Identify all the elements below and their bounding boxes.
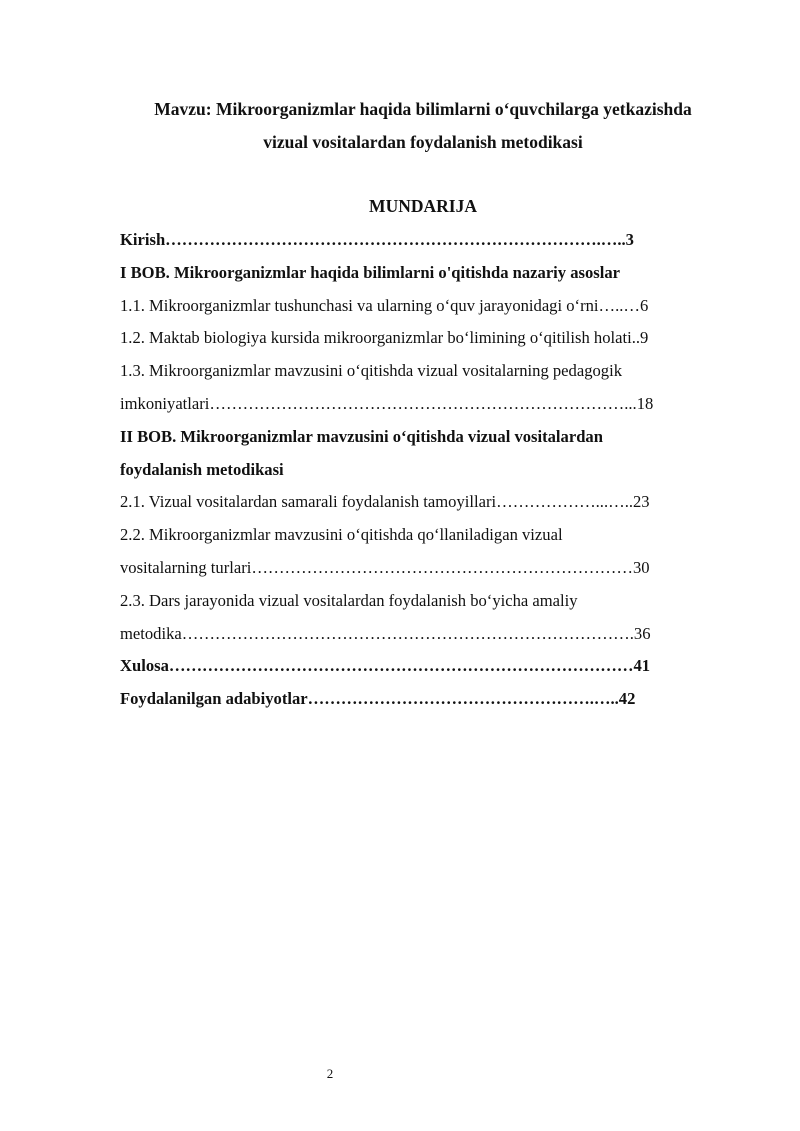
toc-line-section-2-2: 2.2. Mikroorganizmlar mavzusini o‘qitishda qo‘llaniladigan vizual — [120, 525, 563, 545]
toc-line-section-2-1: 2.1. Vizual vositalardan samarali foydalanish tamoyillari………………...…..23 — [120, 492, 650, 512]
topic-title — [100, 93, 746, 159]
toc-line-chapter-2: II BOB. Mikroorganizmlar mavzusini o‘qitishda vizual vositalardan — [120, 426, 603, 446]
page-number: 2 — [326, 1066, 334, 1081]
toc-line-section-1-3: 1.3. Mikroorganizmlar mavzusini o‘qitishda vizual vositalarning pedagogik — [120, 361, 623, 381]
toc-line-references: Foydalanilgan adabiyotlar…………………………………………….…..42 — [120, 689, 636, 709]
table-of-contents — [120, 224, 725, 716]
contents-heading: MUNDARIJA — [369, 196, 477, 216]
toc-line-section-2-2-continued: vositalarning turlari……………………………………………………………30 — [120, 557, 650, 577]
topic-title-line-2: vizual vositalardan foydalanish metodikasi — [263, 132, 583, 152]
toc-line-section-1-1: 1.1. Mikroorganizmlar tushunchasi va ularning o‘quv jarayonidagi o‘rni…..…6 — [120, 295, 649, 315]
toc-line-chapter-1: I BOB. Mikroorganizmlar haqida bilimlarni o'qitishda nazariy asoslar — [120, 262, 621, 282]
toc-line-introduction: Kirish…………………………………………………………………….…..3 — [120, 230, 634, 249]
toc-line-conclusion: Xulosa…………………………………………………………………………41 — [120, 656, 651, 676]
toc-line-section-1-2: 1.2. Maktab biologiya kursida mikroorganizmlar bo‘limining o‘qitilish holati..9 — [120, 328, 649, 348]
toc-line-section-2-3-continued: metodika……………………………………………………………………….36 — [120, 623, 651, 643]
toc-line-section-2-3: 2.3. Dars jarayonida vizual vositalardan foydalanish bo‘yicha amaliy — [120, 590, 578, 610]
toc-line-section-1-3-continued: imkoniyatlari…………………………………………………………………...18 — [120, 393, 654, 413]
toc-line-chapter-2-continued: foydalanish metodikasi — [120, 459, 284, 479]
topic-title-line-1: Mavzu: Mikroorganizmlar haqida bilimlarni o‘quvchilarga yetkazishda — [154, 99, 692, 119]
